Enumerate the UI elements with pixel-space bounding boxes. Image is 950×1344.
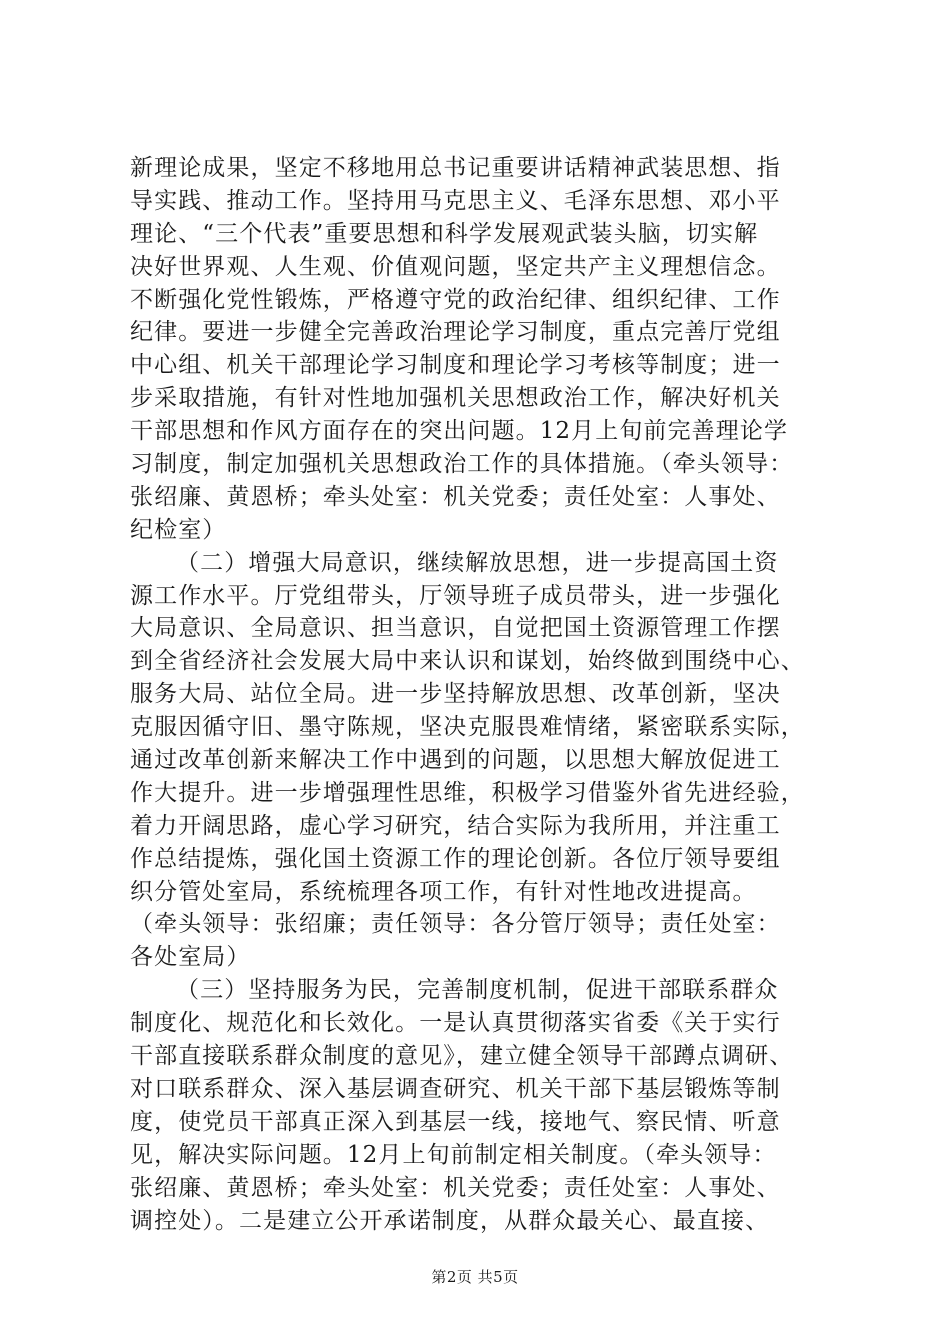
text-line: 干部直接联系群众制度的意见》，建立健全领导干部蹲点调研、 xyxy=(130,1043,794,1070)
text-line: （牵头领导：张绍廉；责任领导：各分管厅领导；责任处室： xyxy=(130,911,781,938)
body-text xyxy=(130,152,830,1237)
text-line: 理论、“三个代表”重要思想和科学发展观武装头脑，切实解 xyxy=(130,220,759,247)
text-line: 习制度，制定加强机关思想政治工作的具体措施。（牵头领导： xyxy=(130,451,794,478)
text-line: 张绍廉、黄恩桥；牵头处室：机关党委；责任处室：人事处、 xyxy=(130,483,781,510)
text-line: 干部思想和作风方面存在的突出问题。12月上旬前完善理论学 xyxy=(130,418,789,445)
text-line: 对口联系群众、深入基层调查研究、机关干部下基层锻炼等制 xyxy=(130,1075,781,1102)
text-line: 不断强化党性锻炼，严格遵守党的政治纪律、组织纪律、工作 xyxy=(130,286,781,313)
text-line: 大局意识、全局意识、担当意识，自觉把国土资源管理工作摆 xyxy=(130,615,781,642)
section-heading-line: （二）增强大局意识，继续解放思想，进一步提高国土资 xyxy=(176,549,779,576)
text-line: 决好世界观、人生观、价值观问题，坚定共产主义理想信念。 xyxy=(130,253,781,280)
text-line: 克服因循守旧、墨守陈规，坚决克服畏难情绪，紧密联系实际， xyxy=(130,714,805,741)
text-line: 步采取措施，有针对性地加强机关思想政治工作，解决好机关 xyxy=(130,385,781,412)
text-line: 纪检室） xyxy=(130,516,227,543)
section-heading-line: （三）坚持服务为民，完善制度机制，促进干部联系群众 xyxy=(176,977,779,1004)
text-line: 制度化、规范化和长效化。一是认真贯彻落实省委《关于实行 xyxy=(130,1010,781,1037)
page-number-footer: 第2页 共5页 xyxy=(431,1268,519,1286)
text-line: 新理论成果，坚定不移地用总书记重要讲话精神武装思想、指 xyxy=(130,155,781,181)
text-line: 中心组、机关干部理论学习制度和理论学习考核等制度；进一 xyxy=(130,352,781,379)
text-line: 到全省经济社会发展大局中来认识和谋划，始终做到围绕中心、 xyxy=(130,648,805,675)
text-line: 导实践、推动工作。坚持用马克思主义、毛泽东思想、邓小平 xyxy=(130,187,781,214)
text-line: 纪律。要进一步健全完善政治理论学习制度，重点完善厅党组 xyxy=(130,319,781,346)
text-line: 作总结提炼，强化国土资源工作的理论创新。各位厅领导要组 xyxy=(130,845,781,872)
text-line: 作大提升。进一步增强理性思维，积极学习借鉴外省先进经验， xyxy=(130,779,805,806)
text-line: 张绍廉、黄恩桥；牵头处室：机关党委；责任处室：人事处、 xyxy=(130,1174,781,1201)
text-line: 通过改革创新来解决工作中遇到的问题，以思想大解放促进工 xyxy=(130,747,781,774)
text-line: 着力开阔思路，虚心学习研究，结合实际为我所用，并注重工 xyxy=(130,812,781,839)
text-line: 度，使党员干部真正深入到基层一线，接地气、察民情、听意 xyxy=(130,1108,781,1135)
text-line: 织分管处室局，系统梳理各项工作，有针对性地改进提高。 xyxy=(130,878,757,905)
text-line: 各处室局） xyxy=(130,944,251,971)
text-line: 调控处）。二是建立公开承诺制度，从群众最关心、最直接、 xyxy=(130,1207,770,1234)
text-line: 源工作水平。厅党组带头，厅领导班子成员带头，进一步强化 xyxy=(130,582,781,609)
text-line: 服务大局、站位全局。进一步坚持解放思想、改革创新，坚决 xyxy=(130,681,781,708)
text-line: 见，解决实际问题。12月上旬前制定相关制度。（牵头领导： xyxy=(130,1141,777,1168)
